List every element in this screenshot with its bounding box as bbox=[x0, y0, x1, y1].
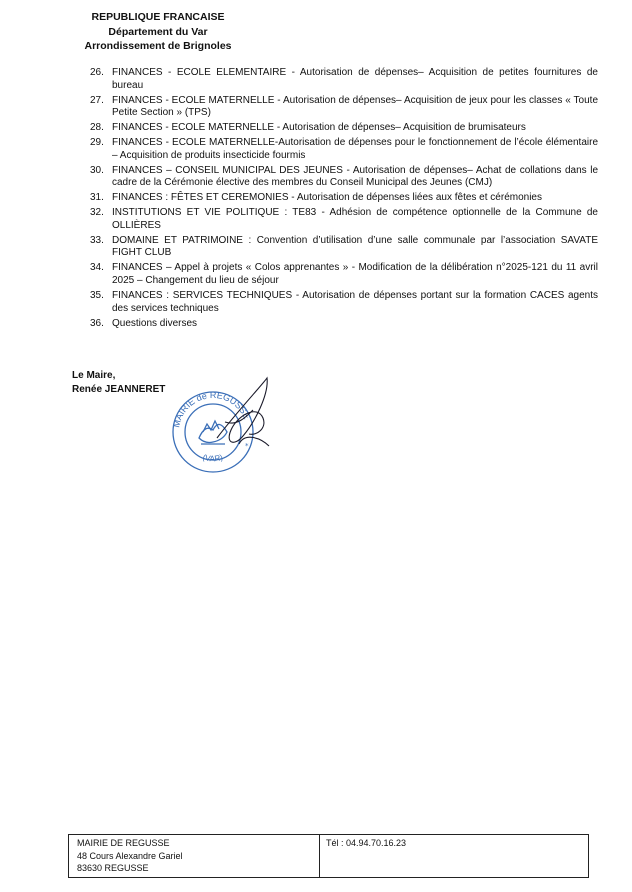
footer-street: 48 Cours Alexandre Gariel bbox=[77, 850, 183, 861]
official-stamp bbox=[165, 374, 280, 474]
footer-phone: Tél : 04.94.70.16.23 bbox=[326, 838, 407, 848]
agenda-item-number: 31. bbox=[90, 192, 104, 204]
footer-phone-block bbox=[320, 835, 588, 877]
stamp-inner-ring bbox=[185, 404, 241, 460]
agenda-item-number: 28. bbox=[90, 122, 104, 134]
agenda-item-number: 29. bbox=[90, 137, 104, 149]
agenda-item-number: 32. bbox=[90, 207, 104, 219]
header-republic: REPUBLIQUE FRANCAISE bbox=[91, 11, 225, 23]
agenda-item bbox=[90, 165, 598, 190]
footer-address-block bbox=[69, 835, 320, 877]
agenda-item bbox=[90, 207, 598, 232]
star-icon: * bbox=[245, 442, 249, 450]
header-arrondissement: Arrondissement de Brignoles bbox=[84, 40, 232, 52]
agenda-item bbox=[90, 318, 598, 331]
stamp-emblem-detail bbox=[203, 421, 219, 432]
agenda-item-text: FINANCES - ECOLE MATERNELLE - Autorisation de dépenses– Acquisition de jeux pour les classes « Toute Petite Section » (TPS) bbox=[112, 94, 598, 119]
agenda-item-text: FINANCES - ECOLE MATERNELLE - Autorisation de dépenses– Acquisition de brumisateurs bbox=[112, 122, 526, 134]
agenda-item-number: 33. bbox=[90, 234, 104, 246]
signature-name: Renée JEANNERET bbox=[72, 384, 166, 395]
stamp-emblem bbox=[199, 424, 227, 442]
agenda-item-text: INSTITUTIONS ET VIE POLITIQUE : TE83 - Adhésion de compétence optionnelle de la Commune de OLLIÈRES bbox=[112, 207, 598, 231]
agenda-item-text: FINANCES – CONSEIL MUNICIPAL DES JEUNES - Autorisation de dépenses– Achat de collations dans le cadre de la Cérémonie élective des membres du Conseil Municipal des Jeunes (CMJ) bbox=[112, 164, 598, 189]
agenda-item bbox=[90, 290, 598, 315]
agenda-item-number: 35. bbox=[90, 290, 104, 302]
agenda-item-text: FINANCES - ECOLE ELEMENTAIRE - Autorisation de dépenses– Acquisition de petites fournitures de bureau bbox=[112, 67, 598, 91]
footer-mairie-name: MAIRIE DE REGUSSE bbox=[77, 838, 170, 848]
agenda-item-text: FINANCES : FÊTES ET CEREMONIES - Autorisation de dépenses liées aux fêtes et cérémonies bbox=[112, 192, 542, 204]
footer-city: 83630 REGUSSE bbox=[77, 863, 149, 873]
agenda-item bbox=[90, 235, 598, 260]
agenda-item-text: Questions diverses bbox=[112, 317, 198, 329]
agenda-item-text: FINANCES – Appel à projets « Colos apprenantes » - Modification de la délibération n°2025-121 du 11 avril 2025 – Changement du lieu de séjour bbox=[112, 262, 598, 287]
stamp-top-text: MAIRIE de REGUSSE bbox=[171, 390, 253, 429]
agenda-item-text: DOMAINE ET PATRIMOINE : Convention d’utilisation d’une salle communale par l’association SAVATE FIGHT CLUB bbox=[112, 234, 598, 259]
footer-contact bbox=[68, 834, 589, 878]
agenda-item-number: 34. bbox=[90, 262, 104, 274]
signature-title: Le Maire, bbox=[72, 370, 116, 381]
agenda-item-text: FINANCES - ECOLE MATERNELLE-Autorisation de dépenses pour le fonctionnement de l’école élémentaire – Acquisition de produits insecticide fourmis bbox=[112, 137, 598, 161]
header-department: Département du Var bbox=[108, 25, 208, 38]
agenda-item-number: 27. bbox=[90, 94, 104, 106]
stamp-bottom-text: (VAR) bbox=[201, 452, 224, 464]
agenda-item bbox=[90, 137, 598, 162]
document-header bbox=[58, 10, 258, 54]
agenda-item-number: 30. bbox=[90, 164, 104, 176]
agenda-item bbox=[90, 122, 598, 135]
agenda-item bbox=[90, 95, 598, 120]
agenda-item-text: FINANCES : SERVICES TECHNIQUES - Autorisation de dépenses portant sur la formation CACES agents des services techniques bbox=[112, 290, 598, 314]
agenda-item bbox=[90, 262, 598, 287]
agenda-item-number: 36. bbox=[90, 317, 104, 329]
signature-block bbox=[72, 369, 165, 397]
agenda-item bbox=[90, 67, 598, 92]
agenda-item bbox=[90, 192, 598, 205]
agenda-list bbox=[90, 67, 598, 333]
agenda-item-number: 26. bbox=[90, 67, 104, 78]
